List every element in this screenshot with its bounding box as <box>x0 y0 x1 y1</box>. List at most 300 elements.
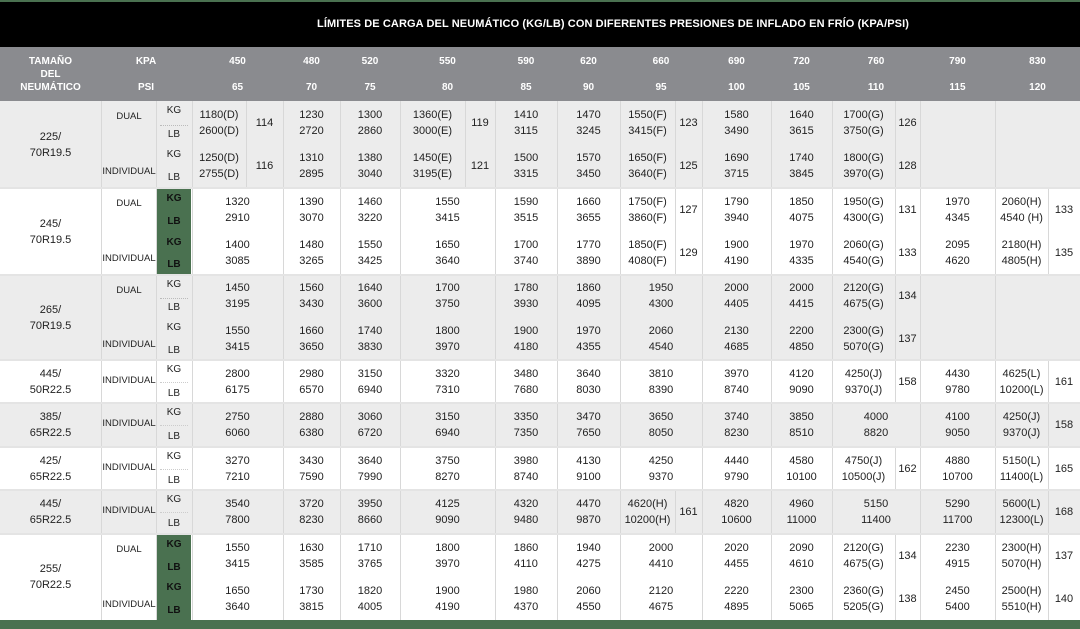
kpa-value: 660 <box>652 56 670 67</box>
load-index: 127 <box>679 203 698 216</box>
mount-type: DUAL <box>116 198 142 209</box>
load-value-cell <box>557 150 620 182</box>
load-kg: 2220 <box>724 584 749 597</box>
load-kg: 4430 <box>945 367 970 380</box>
load-index: 161 <box>679 506 698 518</box>
psi-value: 75 <box>364 82 376 93</box>
tire-size-line: 445/ <box>39 367 62 380</box>
load-value-cell <box>995 540 1048 572</box>
load-lb: 4005 <box>357 600 383 613</box>
load-kg: 1850 <box>789 195 814 208</box>
load-value-cell <box>192 237 283 269</box>
load-value-cell <box>283 150 340 182</box>
load-value-cell <box>920 409 995 441</box>
unit-lb: LB <box>167 215 181 227</box>
unit-divider <box>160 425 188 426</box>
load-kg: 1690 <box>724 152 749 165</box>
load-lb: 3000(E) <box>412 124 453 137</box>
load-lb: 7590 <box>299 470 324 483</box>
load-kg: 4880 <box>945 454 970 467</box>
load-lb: 3860(F) <box>628 211 667 224</box>
load-value-cell <box>192 540 283 572</box>
size-header-line: TAMAÑO <box>28 56 73 67</box>
load-index: 128 <box>898 160 917 173</box>
load-lb: 5065 <box>789 600 814 613</box>
psi-value: 100 <box>728 82 745 93</box>
load-lb: 3750 <box>435 298 460 311</box>
load-lb: 3195 <box>225 298 250 311</box>
load-lb: 9370(J) <box>1002 427 1041 439</box>
psi-value: 80 <box>441 82 454 93</box>
load-value-cell <box>192 496 283 528</box>
unit-lb: LB <box>167 561 181 573</box>
load-lb: 3315 <box>513 168 539 181</box>
load-lb: 9480 <box>513 514 539 526</box>
load-lb: 9370 <box>648 470 674 483</box>
load-kg: 3430 <box>299 454 324 467</box>
load-kg: 5600(L) <box>1002 498 1041 510</box>
load-lb: 4685 <box>724 340 749 353</box>
load-value-cell <box>702 496 771 528</box>
load-lb: 3640 <box>435 255 460 268</box>
load-kg: 2500(H) <box>1001 584 1042 597</box>
load-value-cell <box>400 237 495 269</box>
kpa-value: 450 <box>229 56 246 67</box>
load-lb: 2600(D) <box>199 124 239 137</box>
load-index: 133 <box>1054 203 1074 216</box>
load-lb: 4540 (H) <box>1000 211 1043 224</box>
load-value-cell <box>495 280 557 312</box>
load-lb: 4805(H) <box>1001 255 1042 268</box>
tire-size-line: 50R22.5 <box>29 383 72 396</box>
load-kg: 1650 <box>435 239 460 252</box>
load-value-cell <box>192 583 283 615</box>
load-index: 126 <box>898 116 917 129</box>
tire-group-row <box>0 490 1080 534</box>
load-lb: 3970(G) <box>843 168 884 181</box>
unit-lb: LB <box>167 604 181 616</box>
load-lb: 9870 <box>576 514 601 526</box>
load-lb: 8740 <box>724 383 749 396</box>
load-kg: 1800 <box>435 541 460 554</box>
load-value-cell <box>771 409 832 441</box>
unit-lb: LB <box>167 259 181 271</box>
size-header-line: NEUMÁTICO <box>20 82 81 93</box>
load-value-cell <box>702 150 771 182</box>
load-kg: 3540 <box>225 498 250 510</box>
load-value-cell <box>340 409 400 441</box>
load-value-cell <box>283 107 340 139</box>
load-lb: 8050 <box>648 427 674 439</box>
load-value-cell <box>771 540 832 572</box>
load-lb: 3655 <box>576 211 601 224</box>
load-value-cell <box>283 453 340 485</box>
load-lb: 3765 <box>357 557 383 570</box>
load-lb: 6060 <box>225 427 250 439</box>
load-value-cell <box>283 237 340 269</box>
load-kg: 1590 <box>513 195 539 208</box>
load-kg: 1860 <box>576 282 601 295</box>
size-header-line: DEL <box>40 69 61 80</box>
load-kg: 1860 <box>513 541 539 554</box>
load-lb: 11400 <box>861 514 891 526</box>
tire-size <box>0 561 101 593</box>
load-lb: 7680 <box>513 383 539 396</box>
load-value-cell <box>495 540 557 572</box>
load-value-cell <box>995 366 1048 398</box>
load-value-cell <box>400 409 495 441</box>
kpa-value: 520 <box>361 56 379 67</box>
load-kg: 3650 <box>648 411 674 423</box>
kpa-value: 480 <box>303 56 320 67</box>
load-kg: 1950(G) <box>843 195 884 208</box>
load-kg: 4820 <box>724 498 749 510</box>
load-value-cell <box>495 323 557 355</box>
load-kg: 4100 <box>945 411 970 423</box>
load-value-cell <box>995 453 1048 485</box>
load-kg: 1230 <box>299 108 324 121</box>
load-value-cell <box>920 540 995 572</box>
load-lb: 3890 <box>576 255 601 268</box>
load-kg: 4960 <box>789 498 814 510</box>
load-lb: 2895 <box>299 168 324 181</box>
load-kg: 1390 <box>299 195 324 208</box>
load-kg: 1820 <box>357 584 383 597</box>
load-lb: 3600 <box>357 298 383 311</box>
table-header <box>0 47 1080 101</box>
load-lb: 3245 <box>576 124 601 137</box>
load-kg: 1580 <box>724 108 749 121</box>
tire-size <box>0 302 101 334</box>
load-lb: 4355 <box>576 340 601 353</box>
load-value-cell <box>192 107 246 139</box>
unit-kg: KG <box>166 451 182 462</box>
load-kg: 1410 <box>513 108 539 121</box>
mount-type: INDIVIDUAL <box>102 598 156 610</box>
mount-type: INDIVIDUAL <box>102 374 156 386</box>
index-divider <box>895 275 896 318</box>
index-divider <box>895 360 896 403</box>
load-kg: 2360(G) <box>843 584 884 597</box>
tire-size-line: 70R19.5 <box>29 146 72 159</box>
unit-kg: KG <box>166 494 182 505</box>
tire-group-row <box>0 403 1080 447</box>
load-lb: 7210 <box>225 470 250 483</box>
size-column-header <box>0 55 101 94</box>
load-value-cell <box>702 583 771 615</box>
load-kg: 2020 <box>724 541 749 554</box>
load-value-cell <box>400 150 465 182</box>
load-lb: 10500(J) <box>841 470 886 483</box>
index-divider <box>1048 403 1049 447</box>
load-value-cell <box>283 194 340 226</box>
load-value-cell <box>771 107 832 139</box>
unit-kg: KG <box>166 236 182 248</box>
load-lb: 5070(H) <box>1001 557 1042 570</box>
tire-size <box>0 453 101 485</box>
load-lb: 2720 <box>299 124 324 137</box>
load-index: 114 <box>255 116 274 129</box>
load-kg: 4250(J) <box>844 367 883 380</box>
load-value-cell <box>283 366 340 398</box>
load-value-cell <box>495 366 557 398</box>
load-kg: 1800 <box>435 324 460 337</box>
load-lb: 8270 <box>435 470 460 483</box>
mount-type: DUAL <box>116 111 142 122</box>
load-value-cell <box>192 194 283 226</box>
load-kg: 4625(L) <box>1002 367 1041 380</box>
load-kg: 1550 <box>357 239 383 252</box>
row-divider <box>0 402 1080 404</box>
load-lb: 7800 <box>225 514 250 526</box>
load-lb: 3640 <box>225 600 250 613</box>
load-value-cell <box>192 409 283 441</box>
load-lb: 4610 <box>789 557 814 570</box>
load-value-cell <box>400 453 495 485</box>
load-value-cell <box>400 323 495 355</box>
load-kg: 1500 <box>513 152 539 165</box>
load-value-cell <box>400 194 495 226</box>
load-lb: 3220 <box>357 211 383 224</box>
load-kg: 1700 <box>435 282 460 295</box>
tire-size-line: 65R22.5 <box>29 470 72 483</box>
load-lb: 10700 <box>942 470 973 483</box>
load-kg: 2060(H) <box>1001 195 1042 208</box>
tire-size <box>0 409 101 441</box>
tire-size-line: 70R19.5 <box>29 319 72 332</box>
load-kg: 1800(G) <box>843 152 884 165</box>
row-divider <box>0 533 1080 535</box>
load-lb: 4345 <box>945 211 970 224</box>
mount-type: INDIVIDUAL <box>102 253 156 265</box>
load-value-cell <box>557 453 620 485</box>
load-kg: 2300(H) <box>1001 541 1042 554</box>
load-value-cell <box>920 583 995 615</box>
unit-lb: LB <box>167 474 181 486</box>
load-kg: 2980 <box>299 367 324 380</box>
psi-value: 110 <box>867 82 885 93</box>
load-kg: 1650(F) <box>628 152 667 165</box>
load-kg: 1550(F) <box>628 108 667 121</box>
load-value-cell <box>771 496 832 528</box>
load-lb: 8820 <box>863 427 889 439</box>
load-lb: 3265 <box>299 255 324 268</box>
load-kg: 1950 <box>648 282 674 295</box>
load-kg: 1700(G) <box>843 108 884 121</box>
load-index: 161 <box>1054 375 1074 388</box>
load-lb: 3940 <box>724 211 749 224</box>
load-kg: 1980 <box>513 584 539 597</box>
load-value-cell <box>995 409 1048 441</box>
tire-size-line: 70R22.5 <box>29 579 72 591</box>
load-kg: 1450 <box>225 282 250 295</box>
load-lb: 9790 <box>724 470 749 483</box>
load-lb: 3415 <box>225 557 250 570</box>
load-kg: 1550 <box>225 324 250 337</box>
load-value-cell <box>340 453 400 485</box>
load-value-cell <box>495 409 557 441</box>
load-kg: 2120 <box>648 584 674 597</box>
load-value-cell <box>557 540 620 572</box>
load-kg: 3480 <box>513 367 539 380</box>
load-value-cell <box>832 323 895 355</box>
load-kg: 1250(D) <box>199 152 239 165</box>
load-lb: 4275 <box>576 557 601 570</box>
load-kg: 1560 <box>299 282 324 295</box>
kpa-label: KPA <box>135 56 157 67</box>
load-kg: 2300 <box>789 584 814 597</box>
tire-group-row <box>0 534 1080 620</box>
mount-type: INDIVIDUAL <box>102 418 156 429</box>
load-kg: 4470 <box>576 498 601 510</box>
load-lb: 8390 <box>648 383 674 396</box>
tire-size <box>0 366 101 398</box>
load-index: 129 <box>679 247 698 260</box>
load-kg: 1750(F) <box>628 195 667 208</box>
unit-kg: KG <box>166 364 182 375</box>
load-value-cell <box>832 583 895 615</box>
load-kg: 4000 <box>863 411 889 423</box>
load-kg: 1710 <box>357 541 383 554</box>
load-kg: 1790 <box>724 195 749 208</box>
load-kg: 1780 <box>513 282 539 295</box>
load-kg: 1380 <box>357 152 383 165</box>
load-lb: 3615 <box>789 124 814 137</box>
load-lb: 11700 <box>942 514 973 526</box>
load-kg: 3640 <box>357 454 383 467</box>
load-kg: 4440 <box>724 454 749 467</box>
psi-label: PSI <box>137 82 155 93</box>
load-lb: 3415 <box>435 211 460 224</box>
unit-kg: KG <box>166 321 182 333</box>
load-index: 158 <box>898 375 917 388</box>
load-kg: 1640 <box>789 108 814 121</box>
load-kg: 3270 <box>225 454 250 467</box>
psi-value: 120 <box>1029 82 1046 93</box>
load-lb: 3640(F) <box>628 168 667 181</box>
load-lb: 9090 <box>435 514 460 526</box>
load-index: 123 <box>679 116 698 129</box>
row-divider <box>0 446 1080 448</box>
load-index: 168 <box>1054 506 1074 518</box>
tire-size-line: 425/ <box>39 454 62 467</box>
load-lb: 3585 <box>299 557 324 570</box>
unit-lb: LB <box>167 431 181 442</box>
load-lb: 8230 <box>299 514 324 526</box>
load-kg: 3950 <box>357 498 383 510</box>
load-lb: 5510(H) <box>1001 600 1042 613</box>
load-lb: 4675(G) <box>843 298 884 311</box>
load-value-cell <box>620 583 702 615</box>
unit-divider <box>160 125 188 126</box>
psi-value: 90 <box>582 82 595 93</box>
load-value-cell <box>702 194 771 226</box>
load-value-cell <box>620 237 675 269</box>
load-index: 162 <box>898 462 917 475</box>
load-lb: 3650 <box>299 340 324 353</box>
load-value-cell <box>771 280 832 312</box>
load-kg: 2300(G) <box>843 324 884 337</box>
load-kg: 3470 <box>576 411 601 423</box>
load-kg: 3740 <box>724 411 749 423</box>
load-value-cell <box>400 540 495 572</box>
load-lb: 2910 <box>225 211 250 224</box>
load-kg: 2180(H) <box>1001 239 1042 252</box>
kpa-value: 550 <box>439 56 456 67</box>
load-kg: 2095 <box>945 239 970 252</box>
tire-size-line: 65R22.5 <box>29 427 72 439</box>
load-value-cell <box>620 540 702 572</box>
load-lb: 4410 <box>648 557 674 570</box>
tire-size-line: 65R22.5 <box>29 514 72 526</box>
load-lb: 3085 <box>225 255 250 268</box>
unit-lb: LB <box>167 344 181 356</box>
tire-size-line: 70R19.5 <box>29 233 72 246</box>
load-value-cell <box>771 237 832 269</box>
load-lb: 3430 <box>299 298 324 311</box>
load-kg: 1640 <box>357 282 383 295</box>
load-lb: 6380 <box>299 427 324 439</box>
psi-value: 70 <box>305 82 318 93</box>
load-lb: 4675 <box>648 600 674 613</box>
load-value-cell <box>620 107 675 139</box>
unit-divider <box>160 382 188 383</box>
psi-value: 105 <box>793 82 810 93</box>
load-value-cell <box>832 237 895 269</box>
unit-kg: KG <box>166 105 182 116</box>
load-lb: 10200(L) <box>999 383 1044 396</box>
tire-group-row <box>0 360 1080 403</box>
load-lb: 4190 <box>435 600 460 613</box>
load-value-cell <box>832 150 895 182</box>
load-value-cell <box>920 453 995 485</box>
load-value-cell <box>832 107 895 139</box>
index-divider <box>246 145 247 189</box>
unit-lb: LB <box>167 128 181 140</box>
load-value-cell <box>620 323 702 355</box>
load-value-cell <box>620 150 675 182</box>
load-lb: 2755(D) <box>199 168 239 181</box>
load-index: 133 <box>898 247 917 260</box>
load-lb: 6940 <box>357 383 383 396</box>
load-index: 165 <box>1054 462 1074 475</box>
load-lb: 9780 <box>945 383 970 396</box>
load-kg: 3640 <box>576 367 601 380</box>
psi-value: 115 <box>949 82 966 93</box>
load-value-cell <box>340 540 400 572</box>
load-lb: 8230 <box>724 427 749 439</box>
load-value-cell <box>771 366 832 398</box>
tire-size-line: 265/ <box>39 303 62 316</box>
load-index: 119 <box>471 116 489 129</box>
load-value-cell <box>920 237 995 269</box>
load-index: 135 <box>1054 247 1074 260</box>
load-kg: 1460 <box>357 195 383 208</box>
load-lb: 7310 <box>435 383 460 396</box>
kpa-value: 620 <box>580 56 597 67</box>
index-divider <box>1048 447 1049 490</box>
load-lb: 3750(G) <box>843 124 884 137</box>
load-lb: 4300 <box>648 298 674 311</box>
load-kg: 2000 <box>789 282 814 295</box>
load-value-cell <box>995 583 1048 615</box>
load-index: 137 <box>1054 549 1074 562</box>
tire-group-row <box>0 101 1080 188</box>
kpa-value: 830 <box>1029 56 1046 67</box>
load-lb: 4675(G) <box>843 557 884 570</box>
load-kg: 3320 <box>435 367 460 380</box>
load-kg: 2060(G) <box>843 239 884 252</box>
